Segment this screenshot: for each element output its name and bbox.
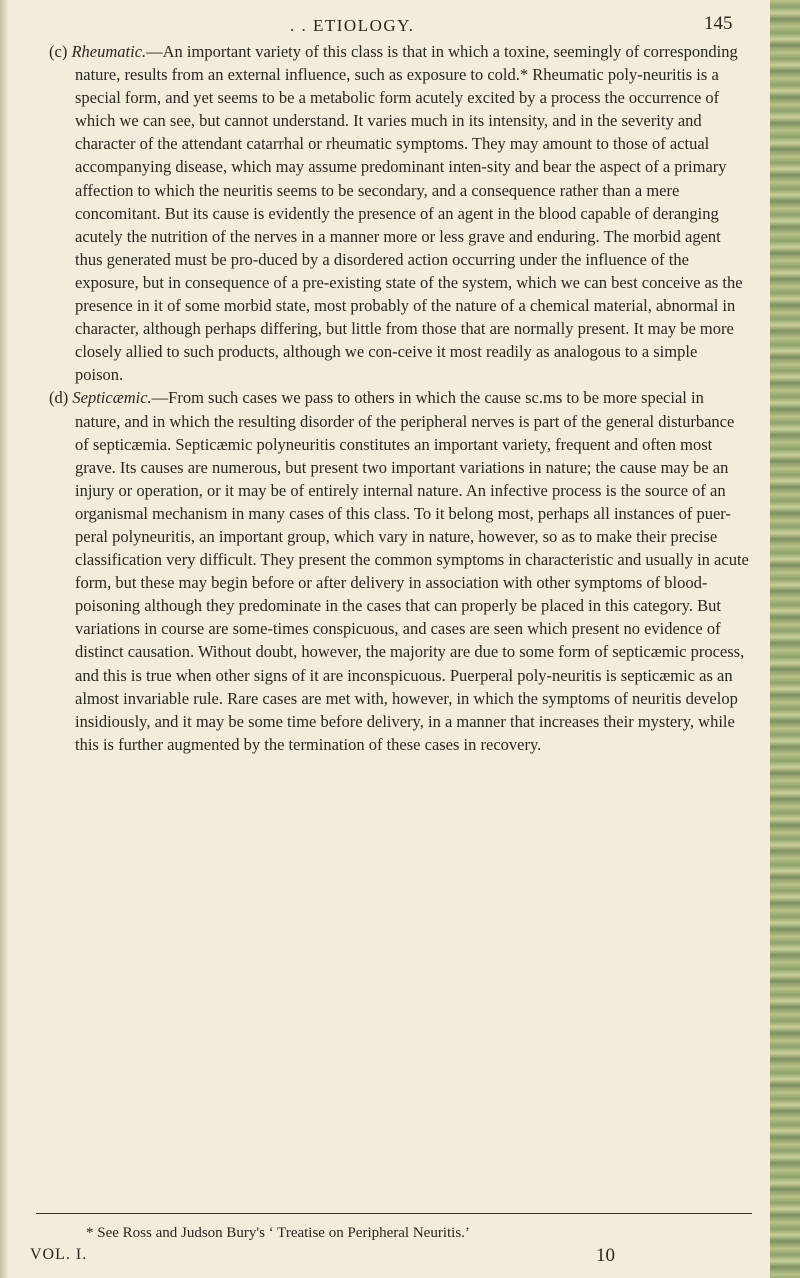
page-header [0, 12, 770, 42]
page-number: 145 [704, 13, 733, 34]
volume-label: VOL. I. [30, 1246, 88, 1263]
paragraph-text: —From such cases we pass to others in which the cause sc.ms to be more special in nature, and in which the resulting disorder of the peripheral nerves is part of the general disturbance of septicæmia. Septicæmic polyneuritis constitutes an important variety, frequent and often most grave. Its causes are numerous, but present two important variations in nature; the cause may be an injury or operation, or it may be of entirely internal nature. An infective process is the source of an organismal mechanism in many cases of this class. To it belong most, perhaps all instances of puer-peral polyneuritis, an important group, which vary in nature, however, so as to make their precise classification very difficult. They present the common symptoms in characteristic and usually in acute form, but these may begin before or after delivery in association with other symptoms of blood-poisoning although they predominate in the cases that can properly be placed in this category. But variations in course are some-times conspicuous, and cases are seen which present no evidence of distinct causation. Without doubt, however, the majority are due to some form of septicæmic process, and this is true when other signs of it are inconspicuous. Puerperal poly-neuritis is septicæmic as an almost invariable rule. Rare cases are met with, however, in which the symptoms of neuritis develop insidiously, and it may be some time before delivery, in a manner that increases their mystery, while this is further augmented by the termination of these cases in recovery. [75, 388, 749, 754]
paragraph-septicaemic [49, 386, 749, 756]
paragraph-text: —An important variety of this class is that in which a toxine, seemingly of corresponding nature, results from an external influence, such as exposure to cold.* Rheumatic poly-neuritis is a special form, and yet seems to be a metabolic form acutely excited by a process the occurrence of which we can see, but cannot understand. It varies much in its intensity, and in the severity and character of the attendant catarrhal or rheumatic symptoms. They may amount to those of actual accompanying disease, which may assume predominant inten-sity and bear the aspect of a primary affection to which the neuritis seems to be secondary, and a consequence rather than a mere concomitant. But its cause is evidently the presence of an agent in the blood capable of deranging acutely the nutrition of the nerves in a manner more or less grave and enduring. The morbid agent thus generated must be pro-duced by a disordered action occurring under the influence of the exposure, but in consequence of a pre-existing state of the system, which we can best conceive as the presence in it of some morbid state, most probably of the nature of a chemical material, abnormal in character, although perhaps differing, but little from those that are normally present. It may be more closely allied to such products, although we con-ceive it most readily as analogous to a simple poison. [75, 42, 743, 385]
running-head: . . ETIOLOGY. [290, 16, 415, 35]
paragraph-heading: Rheumatic. [71, 42, 147, 61]
paragraph-heading: Septicæmic. [72, 388, 152, 408]
body-text [49, 40, 749, 756]
footnote: * See Ross and Judson Bury's ‘ Treatise on Peripheral Neuritis.’ [86, 1225, 470, 1241]
paragraph-marker: (d) [49, 388, 73, 408]
paragraph-rheumatic [49, 40, 749, 386]
page-edge-strip [770, 0, 800, 1278]
binding-shadow [0, 0, 9, 1278]
paragraph-marker: (c) [49, 42, 72, 61]
footnote-divider [36, 1213, 752, 1214]
signature-mark: 10 [596, 1245, 615, 1266]
